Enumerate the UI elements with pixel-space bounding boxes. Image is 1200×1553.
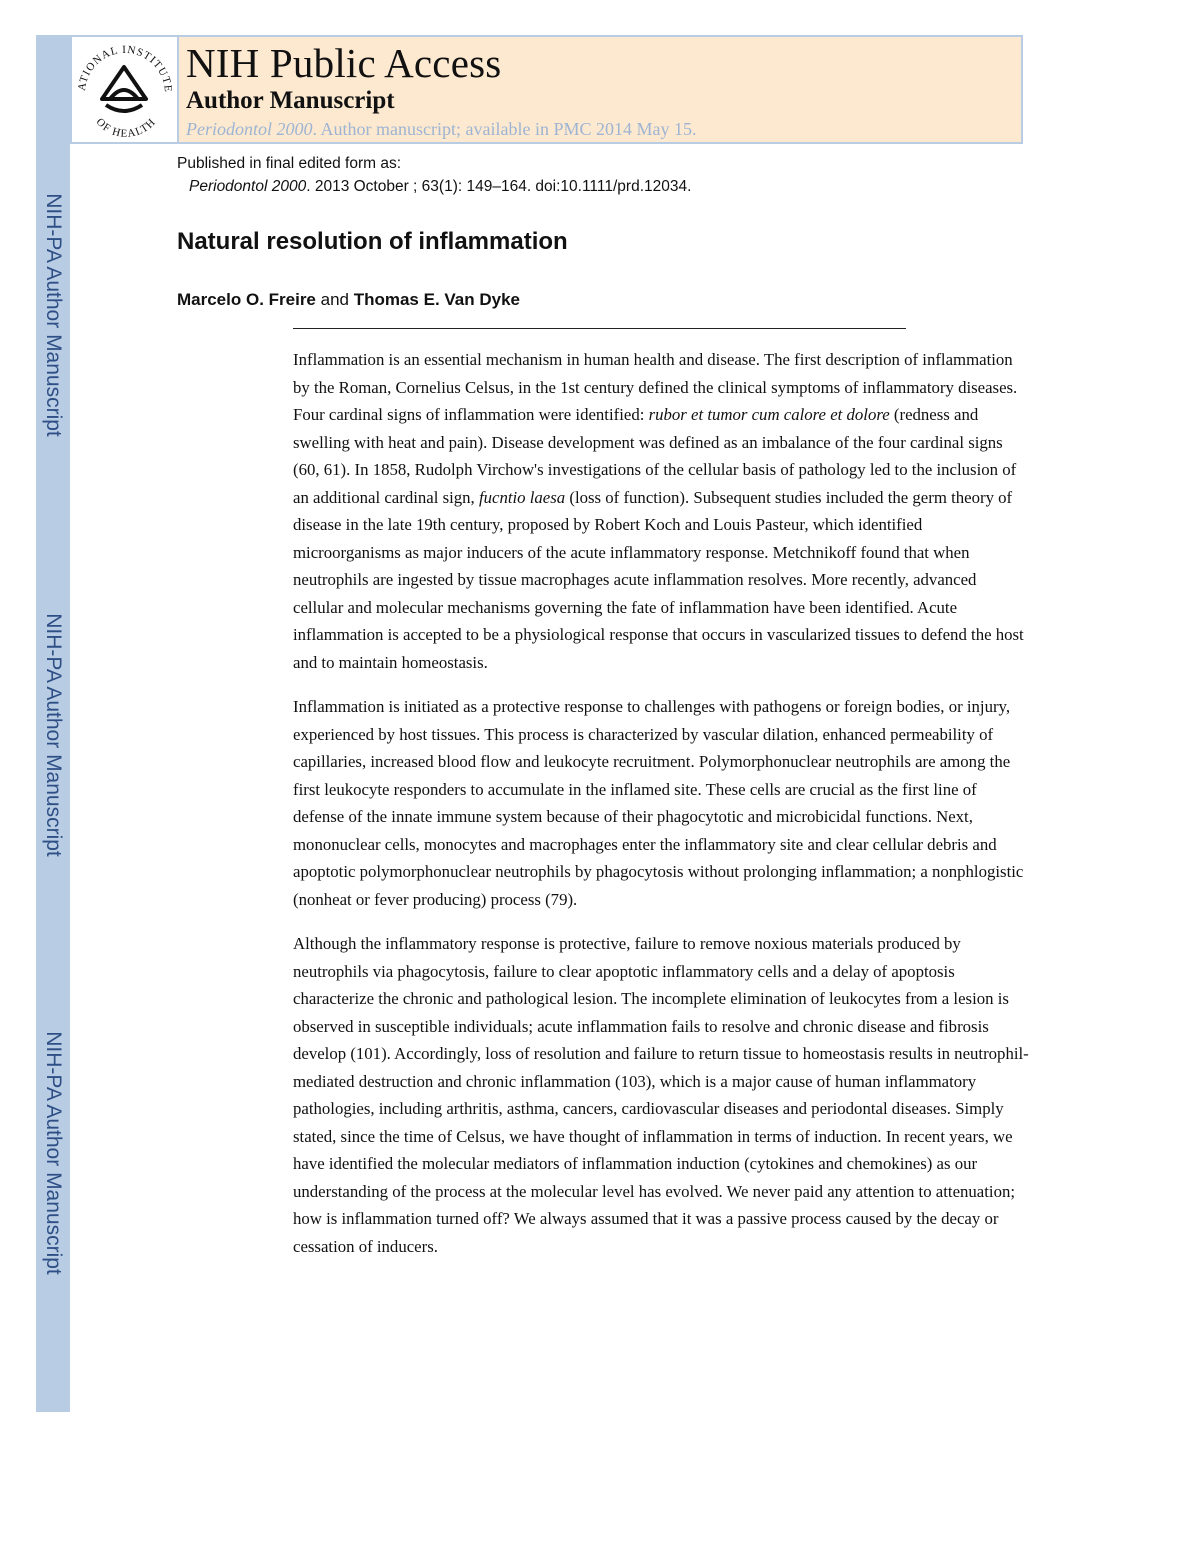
abstract	[293, 346, 1029, 1277]
author-manuscript-label: Author Manuscript	[186, 87, 395, 114]
author-name: Marcelo O. Freire	[177, 290, 316, 309]
svg-text:OF HEALTH: OF HEALTH	[93, 116, 159, 140]
availability-text: . Author manuscript; available in PMC 2014 May 15.	[312, 119, 697, 139]
publication-info	[177, 152, 691, 198]
journal-name: Periodontol 2000	[186, 119, 313, 139]
sidebar-label: NIH-PA Author Manuscript	[42, 613, 66, 857]
citation-details: . 2013 October ; 63(1): 149–164. doi:10.1111/prd.12034.	[306, 178, 692, 195]
abstract-paragraph: Although the inflammatory response is protective, failure to remove noxious materials produced by neutrophils via phagocytosis, failure to clear apoptotic inflammatory cells and a delay of apoptosis characterize the chronic and pathological lesion. The incomplete elimination of leukocytes from a lesion is observed in susceptible individuals; acute inflammation fails to resolve and chronic disease and fibrosis develop (101). Accordingly, loss of resolution and failure to return tissue to homeostasis results in neutrophil-mediated destruction and chronic inflammation (103), which is a major cause of human inflammatory pathologies, including arthritis, asthma, cancers, cardiovascular diseases and periodontal diseases. Simply stated, since the time of Celsus, we have thought of inflammation in terms of induction. In recent years, we have identified the molecular mediators of inflammation induction (cytokines and chemokines) as our understanding of the process at the molecular level has evolved. We never paid any attention to attenuation; how is inflammation turned off? We always assumed that it was a passive process caused by the decay or cessation of inducers.	[293, 934, 1029, 1256]
sidebar-label: NIH-PA Author Manuscript	[42, 193, 66, 437]
nih-public-access-title: NIH Public Access	[186, 40, 502, 86]
author-conjunction: and	[315, 290, 354, 309]
citation-line	[177, 175, 691, 198]
sidebar-label: NIH-PA Author Manuscript	[42, 1031, 66, 1275]
published-label: Published in final edited form as:	[177, 155, 402, 172]
abstract-paragraph: Inflammation is an essential mechanism in human health and disease. The first description of inflammation by the Roman, Cornelius Celsus, in the 1st century defined the clinical symptoms of inflammatory diseases. Four cardinal signs of inflammation were identified: rubor et tumor cum calore et dolore (redness and swelling with heat and pain). Disease development was defined as an imbalance of the four cardinal signs (60, 61). In 1858, Rudolph Virchow's investigations of the cellular basis of pathology led to the inclusion of an additional cardinal sign, fucntio laesa (loss of function). Subsequent studies included the germ theory of disease in the late 19th century, proposed by Robert Koch and Louis Pasteur, which identified microorganisms as major inducers of the acute inflammatory response. Metchnikoff found that when neutrophils are ingested by tissue macrophages acute inflammation resolves. More recently, advanced cellular and molecular mechanisms governing the fate of inflammation have been identified. Acute inflammation is accepted to be a physiological response that occurs in vascularized tissues to defend the host and to maintain homeostasis.	[293, 350, 1024, 672]
nih-logo	[72, 37, 179, 142]
svg-text:NATIONAL INSTITUTES: ATIONAL INSTITUTE	[75, 43, 175, 94]
author-line	[177, 290, 520, 310]
divider	[293, 328, 906, 329]
availability-line	[186, 119, 696, 140]
latin-phrase: fucntio laesa	[478, 487, 566, 507]
nih-seal-icon	[72, 37, 177, 142]
abstract-paragraph: Inflammation is initiated as a protective response to challenges with pathogens or foreign bodies, or injury, experienced by host tissues. This process is characterized by vascular dilation, enhanced permeability of capillaries, increased blood flow and leukocyte recruitment. Polymorphonuclear neutrophils are among the first leukocyte responders to accumulate in the inflamed site. These cells are crucial as the first line of defense of the innate immune system because of their phagocytotic and microbicidal functions. Next, mononuclear cells, monocytes and macrophages enter the inflammatory site and clear cellular debris and apoptotic polymorphonuclear neutrophils by phagocytosis without prolonging inflammation; a nonphlogistic (nonheat or fever producing) process (79).	[293, 697, 1024, 909]
citation-journal: Periodontol 2000	[189, 178, 307, 195]
latin-phrase: rubor et tumor cum calore et dolore	[648, 405, 890, 424]
nih-public-access-header	[70, 35, 1023, 144]
nih-pa-sidebar	[36, 35, 70, 1412]
article-title: Natural resolution of inflammation	[177, 228, 568, 255]
author-name: Thomas E. Van Dyke	[353, 290, 520, 309]
